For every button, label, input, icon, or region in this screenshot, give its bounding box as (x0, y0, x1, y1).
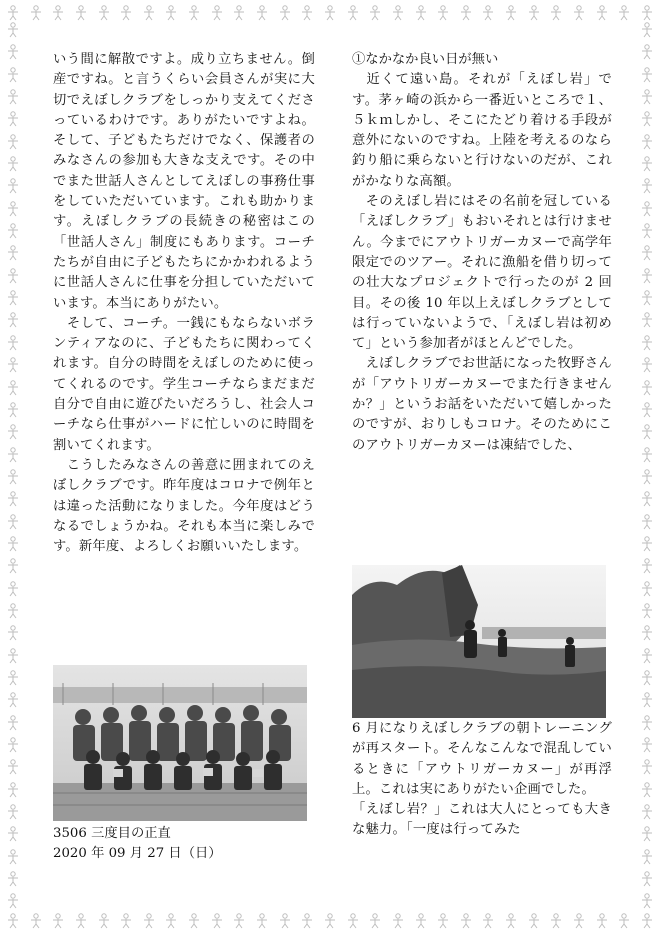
figure-ornament-icon (640, 514, 654, 530)
figure-ornament-icon (6, 5, 20, 21)
figure-ornament-icon (572, 913, 586, 929)
figure-ornament-icon (6, 380, 20, 396)
figure-ornament-icon (6, 22, 20, 38)
figure-ornament-icon (640, 335, 654, 351)
figure-ornament-icon (617, 913, 631, 929)
figure-ornament-icon (142, 913, 156, 929)
figure-ornament-icon (391, 913, 405, 929)
figure-ornament-icon (346, 913, 360, 929)
figure-ornament-icon (640, 290, 654, 306)
figure-ornament-icon (6, 223, 20, 239)
figure-ornament-icon (6, 268, 20, 284)
figure-ornament-icon (210, 5, 224, 21)
figure-ornament-icon (640, 804, 654, 820)
figure-ornament-icon (74, 5, 88, 21)
figure-ornament-icon (119, 5, 133, 21)
figure-ornament-icon (6, 89, 20, 105)
figure-ornament-icon (527, 913, 541, 929)
figure-ornament-icon (640, 178, 654, 194)
figure-ornament-icon (640, 424, 654, 440)
left-paragraph-3: こうしたみなさんの善意に囲まれてのえぼしクラブです。昨年度はコロナで例年とは違った活動になりました。今年度はどうなるでしょうかね。それも本当に楽しみです。新年度、よろしくお願いいたします。 (53, 457, 315, 555)
figure-ornament-icon (6, 514, 20, 530)
figure-ornament-icon (187, 5, 201, 21)
figure-ornament-icon (640, 469, 654, 485)
right-column (352, 50, 612, 456)
figure-ornament-icon (6, 357, 20, 373)
figure-ornament-icon (504, 5, 518, 21)
figure-ornament-icon (187, 913, 201, 929)
caption-date: 2020 年 09 月 27 日（日） (53, 846, 222, 861)
figure-ornament-icon (481, 913, 495, 929)
rock-photo (352, 565, 606, 718)
left-paragraph-2: そして、コーチ。一銭にもならないボランティアなのに、子どもたちに関わってくれます。自分の時間をえぼしのために使ってくれるのです。学生コーチならまだまだ自分で自由に遊びたいだろうし、社会人コーチなら仕事がハードに忙しいのに時間を割いてくれます。 (53, 315, 315, 453)
figure-ornament-icon (6, 625, 20, 641)
figure-ornament-icon (640, 223, 654, 239)
figure-ornament-icon (346, 5, 360, 21)
figure-ornament-icon (6, 871, 20, 887)
figure-ornament-icon (6, 335, 20, 351)
closing-paragraph: 「えぼし岩？」これは大人にとっても大きな魅力。「一度は行ってみた (352, 802, 612, 838)
figure-ornament-icon (640, 134, 654, 150)
figure-ornament-icon (6, 156, 20, 172)
figure-ornament-icon (6, 913, 20, 929)
figure-ornament-icon (232, 5, 246, 21)
figure-ornament-icon (640, 737, 654, 753)
figure-ornament-icon (97, 913, 111, 929)
figure-ornament-icon (6, 759, 20, 775)
figure-ornament-icon (6, 402, 20, 418)
rock-photo-caption (352, 719, 612, 841)
figure-ornament-icon (6, 67, 20, 83)
figure-ornament-icon (300, 913, 314, 929)
figure-ornament-icon (51, 913, 65, 929)
figure-ornament-icon (6, 782, 20, 798)
figure-ornament-icon (640, 581, 654, 597)
figure-ornament-icon (232, 913, 246, 929)
figure-ornament-icon (640, 715, 654, 731)
figure-ornament-icon (595, 5, 609, 21)
figure-ornament-icon (459, 5, 473, 21)
figure-ornament-icon (640, 5, 654, 21)
figure-ornament-icon (164, 913, 178, 929)
section-heading: ①なかなか良い日が無い (352, 52, 499, 67)
figure-ornament-icon (640, 913, 654, 929)
figure-ornament-icon (640, 893, 654, 909)
figure-ornament-icon (6, 469, 20, 485)
figure-ornament-icon (436, 5, 450, 21)
figure-ornament-icon (640, 648, 654, 664)
figure-ornament-icon (278, 913, 292, 929)
figure-ornament-icon (6, 692, 20, 708)
figure-ornament-icon (6, 893, 20, 909)
figure-ornament-icon (97, 5, 111, 21)
figure-ornament-icon (640, 871, 654, 887)
figure-ornament-icon (549, 5, 563, 21)
figure-ornament-icon (640, 536, 654, 552)
figure-ornament-icon (640, 558, 654, 574)
figure-ornament-icon (29, 5, 43, 21)
right-paragraph-1: 近くて遠い島。それが「えぼし岩」です。茅ヶ崎の浜から一番近いところで１、５ｋｍしかし、そこにたどり着ける手段が意外にないのですね。上陸を考えるのなら釣り船に乗らないと行けないのだが、これがかなりな高額。 (352, 72, 612, 189)
figure-ornament-icon (640, 782, 654, 798)
figure-ornament-icon (640, 759, 654, 775)
caption-title: 3506 三度目の正直 (53, 826, 171, 841)
figure-ornament-icon (549, 913, 563, 929)
figure-ornament-icon (481, 5, 495, 21)
figure-ornament-icon (640, 491, 654, 507)
figure-ornament-icon (51, 5, 65, 21)
figure-ornament-icon (6, 558, 20, 574)
figure-ornament-icon (640, 625, 654, 641)
figure-ornament-icon (640, 245, 654, 261)
figure-ornament-icon (6, 245, 20, 261)
figure-ornament-icon (640, 156, 654, 172)
figure-ornament-icon (323, 5, 337, 21)
figure-ornament-icon (300, 5, 314, 21)
figure-ornament-icon (436, 913, 450, 929)
figure-ornament-icon (414, 913, 428, 929)
figure-ornament-icon (6, 737, 20, 753)
right-paragraph-3: えぼしクラブでお世話になった牧野さんが「アウトリガーカヌーでまた行きませんか？」というお話をいただいて嬉しかったのですが、おりしもコロナ。そのためにこのアウトリガーカヌーは凍結でした、 (352, 356, 612, 453)
figure-ornament-icon (6, 536, 20, 552)
figure-ornament-icon (640, 312, 654, 328)
figure-ornament-icon (640, 849, 654, 865)
figure-ornament-icon (640, 357, 654, 373)
figure-ornament-icon (6, 111, 20, 127)
figure-ornament-icon (640, 603, 654, 619)
figure-ornament-icon (6, 447, 20, 463)
figure-ornament-icon (617, 5, 631, 21)
figure-ornament-icon (640, 44, 654, 60)
figure-ornament-icon (278, 5, 292, 21)
figure-ornament-icon (640, 201, 654, 217)
figure-ornament-icon (119, 913, 133, 929)
figure-ornament-icon (74, 913, 88, 929)
figure-ornament-icon (640, 67, 654, 83)
decorative-border-bottom (6, 912, 654, 930)
figure-ornament-icon (640, 692, 654, 708)
figure-ornament-icon (6, 201, 20, 217)
left-paragraph-1: いう間に解散ですよ。成り立ちません。倒産ですね。と言うくらい会員さんが実に大切でえぼしクラブをしっかり支えてくださっているわけです。ありがたいですよね。そして、子どもたちだけでなく、保護者のみなさんの参加も大きな支えです。その中でまた世話人さんとしてえぼしの事務仕事をしていただいています。これも助かります。えぼしクラブの長続きの秘密はこの「世話人さん」制度にもあります。コーチたちが自由に子どもたちにかかわれるように世話人さんに仕事を分担していただいています。本当にありがたい。 (53, 52, 315, 311)
figure-ornament-icon (6, 312, 20, 328)
figure-ornament-icon (640, 670, 654, 686)
figure-ornament-icon (6, 491, 20, 507)
decorative-border-top (6, 4, 654, 22)
figure-ornament-icon (6, 715, 20, 731)
figure-ornament-icon (6, 290, 20, 306)
figure-ornament-icon (640, 402, 654, 418)
caption-text: 6 月になりえぼしクラブの朝トレーニングが再スタート。そんなこんなで混乱しているときに「アウトリガーカヌー」が再浮上。これは実にありがたい企画でした。 (352, 721, 612, 797)
figure-ornament-icon (640, 22, 654, 38)
figure-ornament-icon (323, 913, 337, 929)
figure-ornament-icon (527, 5, 541, 21)
figure-ornament-icon (6, 804, 20, 820)
figure-ornament-icon (6, 44, 20, 60)
group-photo-caption (53, 824, 315, 864)
figure-ornament-icon (6, 648, 20, 664)
figure-ornament-icon (640, 447, 654, 463)
figure-ornament-icon (255, 913, 269, 929)
figure-ornament-icon (595, 913, 609, 929)
figure-ornament-icon (6, 178, 20, 194)
figure-ornament-icon (164, 5, 178, 21)
figure-ornament-icon (640, 380, 654, 396)
figure-ornament-icon (572, 5, 586, 21)
figure-ornament-icon (142, 5, 156, 21)
figure-ornament-icon (210, 913, 224, 929)
figure-ornament-icon (368, 5, 382, 21)
decorative-border-right (638, 22, 656, 910)
figure-ornament-icon (459, 913, 473, 929)
figure-ornament-icon (6, 581, 20, 597)
figure-ornament-icon (640, 826, 654, 842)
figure-ornament-icon (6, 670, 20, 686)
figure-ornament-icon (6, 826, 20, 842)
figure-ornament-icon (6, 603, 20, 619)
right-paragraph-2: そのえぼし岩にはその名前を冠している「えぼしクラブ」もおいそれとは行けません。今までにアウトリガーカヌーで高学年限定でのツアー。それに漁船を借り切っての壮大なプロジェクトで行ったのが 2 回目。その後 10 年以上えぼしクラブとしては行っていないようで、「えぼし岩は初めて」という参加者がほとんどでした。 (352, 194, 612, 352)
figure-ornament-icon (640, 268, 654, 284)
figure-ornament-icon (255, 5, 269, 21)
figure-ornament-icon (391, 5, 405, 21)
figure-ornament-icon (6, 134, 20, 150)
figure-ornament-icon (640, 89, 654, 105)
figure-ornament-icon (368, 913, 382, 929)
figure-ornament-icon (504, 913, 518, 929)
figure-ornament-icon (6, 849, 20, 865)
decorative-border-left (4, 22, 22, 910)
figure-ornament-icon (640, 111, 654, 127)
figure-ornament-icon (29, 913, 43, 929)
figure-ornament-icon (414, 5, 428, 21)
left-column (53, 50, 315, 557)
figure-ornament-icon (6, 424, 20, 440)
group-photo (53, 665, 307, 821)
